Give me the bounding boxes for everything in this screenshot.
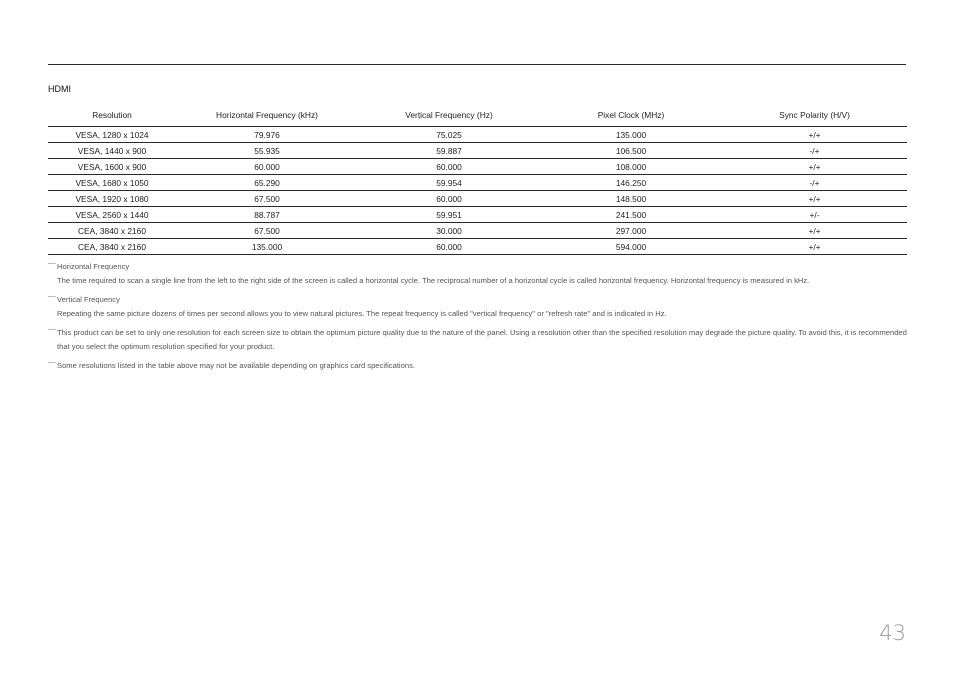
note-dash: ―	[48, 258, 56, 267]
cell-horizontal-frequency: 65.290	[176, 175, 358, 191]
cell-vertical-frequency: 60.000	[358, 239, 540, 255]
cell-sync-polarity: +/+	[722, 191, 907, 207]
note-title: Vertical Frequency	[57, 295, 120, 304]
cell-pixel-clock: 241.500	[540, 207, 722, 223]
cell-vertical-frequency: 60.000	[358, 159, 540, 175]
note-dash: ―	[48, 357, 56, 366]
notes	[48, 260, 908, 379]
cell-resolution: CEA, 3840 x 2160	[48, 223, 176, 239]
cell-pixel-clock: 297.000	[540, 223, 722, 239]
cell-sync-polarity: -/+	[722, 143, 907, 159]
cell-resolution: VESA, 1600 x 900	[48, 159, 176, 175]
cell-sync-polarity: +/+	[722, 239, 907, 255]
section-label: HDMI	[48, 84, 71, 94]
header-resolution: Resolution	[48, 103, 176, 127]
cell-vertical-frequency: 75.025	[358, 127, 540, 143]
note-dash: ―	[48, 291, 56, 300]
note-body: Repeating the same picture dozens of times per second allows you to view natural pictures. The repeat frequency is called "vertical frequency" or "refresh rate" and is indicated in Hz.	[57, 308, 667, 318]
cell-sync-polarity: +/+	[722, 127, 907, 143]
note-optimum-resolution	[48, 326, 908, 353]
cell-horizontal-frequency: 88.787	[176, 207, 358, 223]
header-horizontal-frequency: Horizontal Frequency (kHz)	[176, 103, 358, 127]
cell-vertical-frequency: 60.000	[358, 191, 540, 207]
note-vertical-frequency	[48, 293, 908, 320]
cell-sync-polarity: -/+	[722, 175, 907, 191]
note-body: The time required to scan a single line from the left to the right side of the screen is called a horizontal cycle. The reciprocal number of a horizontal cycle is called horizontal frequency. Horizontal frequency is measured in kHz.	[57, 275, 810, 285]
page-number: 43	[879, 621, 906, 645]
table-row	[48, 175, 907, 191]
table-row	[48, 239, 907, 255]
table-row	[48, 159, 907, 175]
cell-pixel-clock: 106.500	[540, 143, 722, 159]
cell-vertical-frequency: 59.887	[358, 143, 540, 159]
cell-sync-polarity: +/+	[722, 159, 907, 175]
cell-pixel-clock: 146.250	[540, 175, 722, 191]
table-row	[48, 143, 907, 159]
cell-resolution: VESA, 1680 x 1050	[48, 175, 176, 191]
table-header-row	[48, 103, 907, 127]
cell-horizontal-frequency: 79.976	[176, 127, 358, 143]
cell-sync-polarity: +/+	[722, 223, 907, 239]
table-row	[48, 191, 907, 207]
cell-pixel-clock: 135.000	[540, 127, 722, 143]
cell-horizontal-frequency: 60.000	[176, 159, 358, 175]
cell-vertical-frequency: 59.951	[358, 207, 540, 223]
cell-vertical-frequency: 30.000	[358, 223, 540, 239]
note-dash: ―	[48, 324, 56, 333]
cell-resolution: VESA, 1440 x 900	[48, 143, 176, 159]
cell-resolution: VESA, 2560 x 1440	[48, 207, 176, 223]
table-row	[48, 207, 907, 223]
note-body: This product can be set to only one resolution for each screen size to obtain the optimum picture quality due to the nature of the panel. Using a resolution other than the specified resolution may degrade the picture quality. To avoid this, it is recommended that you select the optimum resolution specified for your product.	[57, 328, 907, 351]
cell-pixel-clock: 148.500	[540, 191, 722, 207]
cell-vertical-frequency: 59.954	[358, 175, 540, 191]
cell-resolution: CEA, 3840 x 2160	[48, 239, 176, 255]
header-sync-polarity: Sync Polarity (H/V)	[722, 103, 907, 127]
header-vertical-frequency: Vertical Frequency (Hz)	[358, 103, 540, 127]
cell-pixel-clock: 594.000	[540, 239, 722, 255]
header-pixel-clock: Pixel Clock (MHz)	[540, 103, 722, 127]
cell-resolution: VESA, 1920 x 1080	[48, 191, 176, 207]
note-body: Some resolutions listed in the table above may not be available depending on graphics card specifications.	[57, 361, 415, 370]
cell-horizontal-frequency: 55.935	[176, 143, 358, 159]
table-row	[48, 223, 907, 239]
cell-resolution: VESA, 1280 x 1024	[48, 127, 176, 143]
cell-pixel-clock: 108.000	[540, 159, 722, 175]
cell-horizontal-frequency: 67.500	[176, 223, 358, 239]
table-row	[48, 127, 907, 143]
top-rule	[48, 64, 906, 65]
timing-table	[48, 103, 907, 255]
note-title: Horizontal Frequency	[57, 262, 130, 271]
cell-sync-polarity: +/-	[722, 207, 907, 223]
cell-horizontal-frequency: 67.500	[176, 191, 358, 207]
cell-horizontal-frequency: 135.000	[176, 239, 358, 255]
note-horizontal-frequency	[48, 260, 908, 287]
note-graphics-card	[48, 359, 908, 373]
